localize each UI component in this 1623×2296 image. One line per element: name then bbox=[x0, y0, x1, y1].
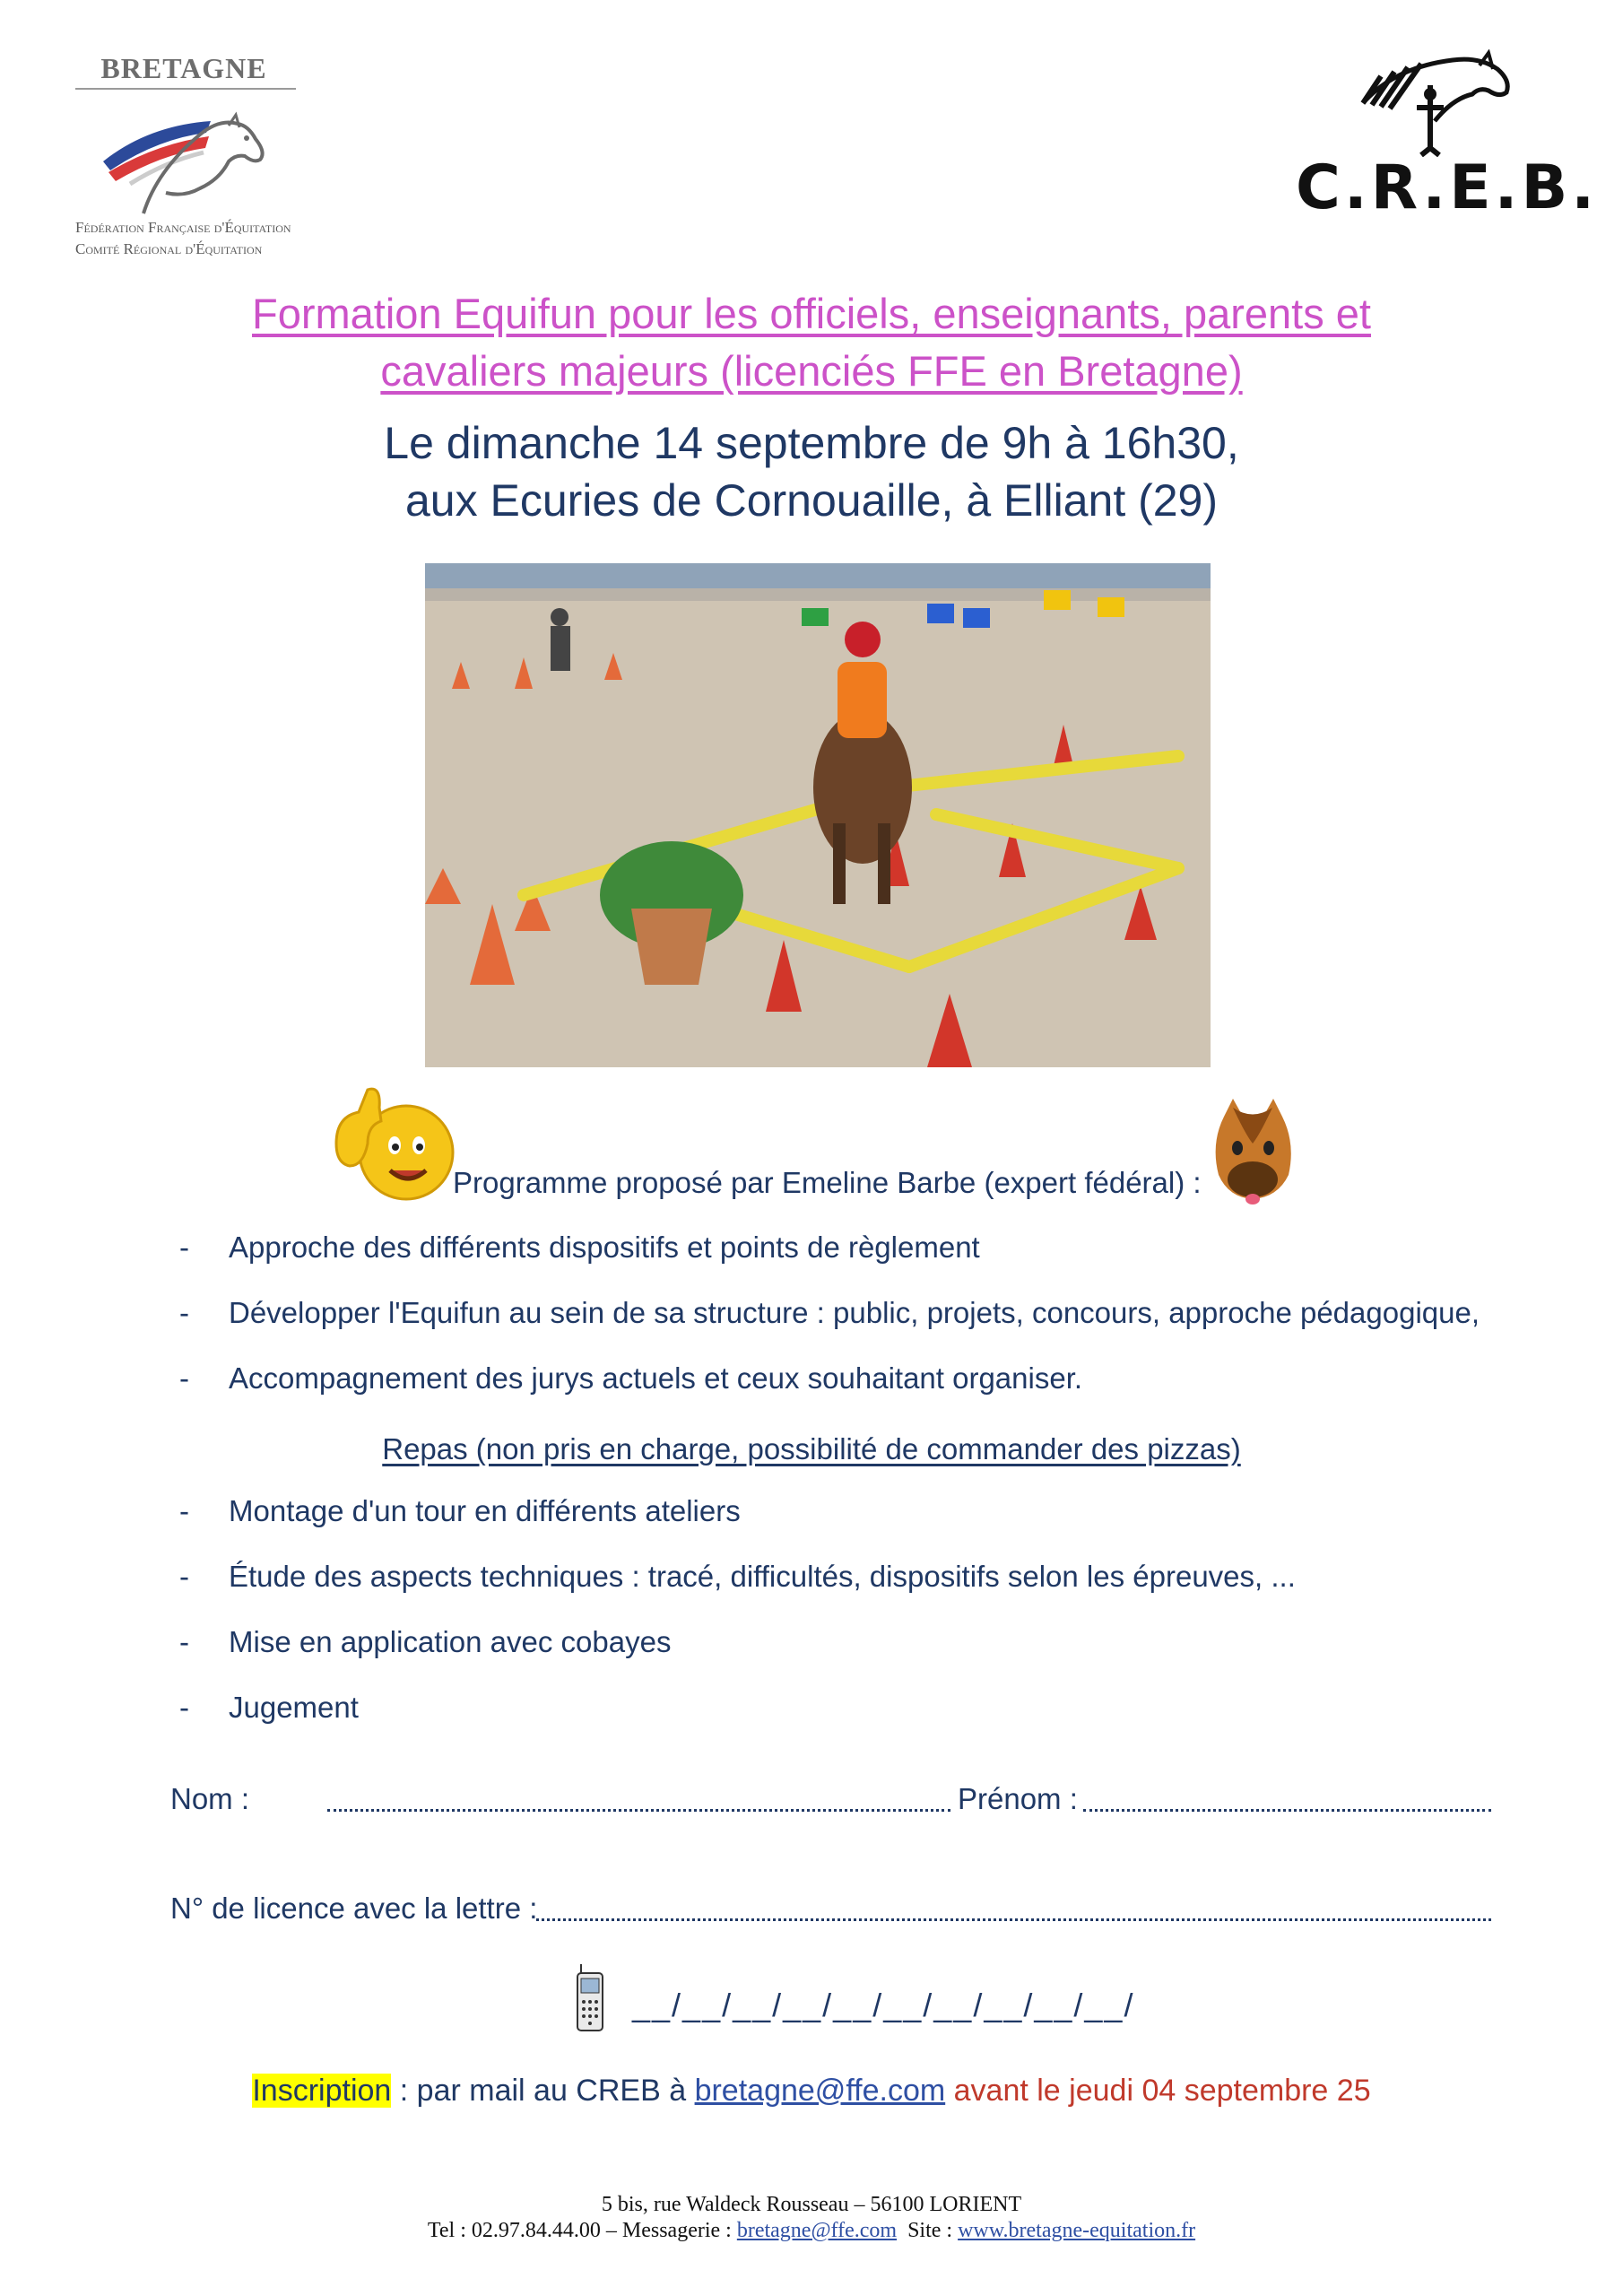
lunch-note: Repas (non pris en charge, possibilité de commander des pizzas) bbox=[382, 1432, 1241, 1465]
list-item: - Étude des aspects techniques : tracé, difficultés, dispositifs selon les épreuves, ... bbox=[179, 1560, 1296, 1593]
title-line-2: cavaliers majeurs (licenciés FFE en Bretagne) bbox=[380, 347, 1243, 395]
prenom-label: Prénom : bbox=[958, 1782, 1078, 1815]
subtitle-line-1: Le dimanche 14 septembre de 9h à 16h30, bbox=[384, 418, 1239, 468]
inscription-deadline: avant le jeudi 04 septembre 25 bbox=[945, 2074, 1371, 2108]
ffe-logo-rule bbox=[75, 88, 296, 90]
event-date-location bbox=[179, 414, 1444, 529]
list-item: - Montage d'un tour en différents ateliers bbox=[179, 1494, 741, 1527]
thumbs-up-smiley-icon bbox=[327, 1081, 462, 1206]
footer-email-link[interactable]: bretagne@ffe.com bbox=[736, 2219, 898, 2242]
footer-site-label: Site : bbox=[897, 2219, 959, 2242]
page-title bbox=[179, 285, 1444, 400]
phone-number-field[interactable]: __/__/__/__/__/__/__/__/__/__/ bbox=[632, 1987, 1135, 2023]
horse-face-icon bbox=[1206, 1099, 1300, 1206]
nom-label: Nom : bbox=[170, 1782, 250, 1815]
ffe-logo-line2: Comité Régional d'Équitation bbox=[75, 240, 263, 257]
equifun-pony-course-photo bbox=[425, 563, 1211, 1067]
title-line-1: Formation Equifun pour les officiels, enseignants, parents et bbox=[252, 290, 1371, 337]
inscription-text: : par mail au CREB à bbox=[391, 2074, 695, 2108]
footer-contact bbox=[179, 2219, 1444, 2243]
licence-label: N° de licence avec la lettre : bbox=[170, 1892, 538, 1925]
mobile-phone-icon bbox=[572, 1964, 608, 2034]
footer-tel: Tel : 02.97.84.44.00 – Messagerie : bbox=[427, 2219, 737, 2242]
prenom-field[interactable] bbox=[1083, 1809, 1491, 1812]
nom-field[interactable] bbox=[327, 1809, 950, 1812]
inscription-email-link[interactable]: bretagne@ffe.com bbox=[694, 2074, 946, 2108]
program-intro: Programme proposé par Emeline Barbe (expert fédéral) : bbox=[453, 1166, 1202, 1199]
ffe-horse-flag-logo-icon bbox=[94, 99, 278, 215]
ffe-logo-line1: Fédération Française d'Équitation bbox=[75, 219, 291, 236]
ffe-logo-title: BRETAGNE bbox=[100, 52, 267, 84]
list-item: - Accompagnement des jurys actuels et ceux souhaitant organiser. bbox=[179, 1361, 1083, 1395]
inscription-line bbox=[179, 2074, 1444, 2109]
list-item: - Développer l'Equifun au sein de sa structure : public, projets, concours, approche pédagogique, bbox=[179, 1296, 1480, 1329]
list-item: - Approche des différents dispositifs et points de règlement bbox=[179, 1231, 980, 1264]
creb-logo-text: C.R.E.B. bbox=[1296, 152, 1599, 223]
list-item: - Mise en application avec cobayes bbox=[179, 1625, 672, 1658]
footer-site-link[interactable]: www.bretagne-equitation.fr bbox=[958, 2219, 1196, 2242]
list-item: - Jugement bbox=[179, 1691, 359, 1724]
inscription-label: Inscription bbox=[252, 2074, 392, 2108]
footer-address: 5 bis, rue Waldeck Rousseau – 56100 LORIENT bbox=[601, 2193, 1022, 2216]
licence-field[interactable] bbox=[536, 1918, 1491, 1921]
creb-horse-head-ermine-icon bbox=[1345, 49, 1515, 157]
subtitle-line-2: aux Ecuries de Cornouaille, à Elliant (29) bbox=[404, 475, 1219, 526]
